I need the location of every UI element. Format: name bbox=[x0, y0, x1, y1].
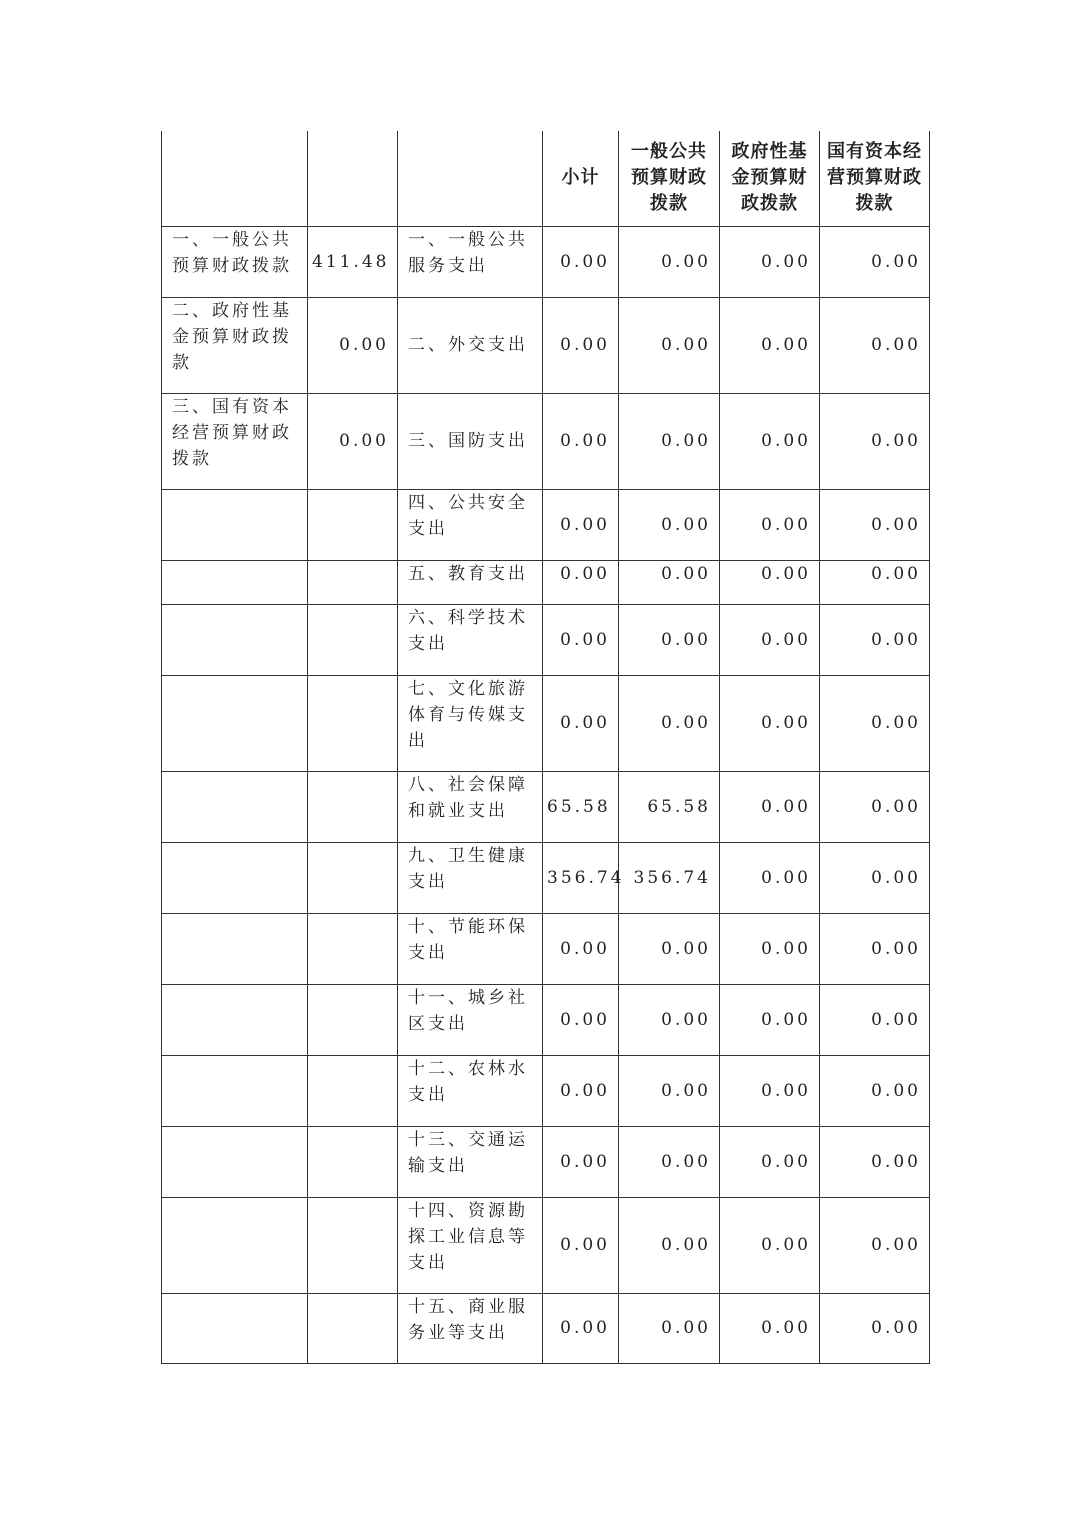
table-row bbox=[162, 1197, 930, 1293]
table-row bbox=[162, 393, 930, 489]
general-cell: 0.00 bbox=[619, 1126, 720, 1197]
income-amount bbox=[308, 771, 398, 842]
fund-cell: 0.00 bbox=[720, 1197, 820, 1293]
expense-label: 十三、交通运输支出 bbox=[398, 1126, 543, 1197]
income-label: 二、政府性基金预算财政拨款 bbox=[162, 297, 308, 393]
fund-cell: 0.00 bbox=[720, 675, 820, 771]
table-row bbox=[162, 226, 930, 297]
income-label bbox=[162, 675, 308, 771]
subtotal-cell: 0.00 bbox=[543, 560, 619, 604]
income-amount bbox=[308, 984, 398, 1055]
fund-cell: 0.00 bbox=[720, 913, 820, 984]
table-row bbox=[162, 984, 930, 1055]
expense-label: 一、一般公共服务支出 bbox=[398, 226, 543, 297]
subtotal-cell: 0.00 bbox=[543, 1293, 619, 1363]
income-amount bbox=[308, 1197, 398, 1293]
subtotal-cell: 0.00 bbox=[543, 675, 619, 771]
general-cell: 0.00 bbox=[619, 913, 720, 984]
header-blank-income-label bbox=[162, 131, 308, 226]
fund-cell: 0.00 bbox=[720, 604, 820, 675]
table-row bbox=[162, 675, 930, 771]
general-cell: 0.00 bbox=[619, 984, 720, 1055]
expense-label: 七、文化旅游体育与传媒支出 bbox=[398, 675, 543, 771]
subtotal-cell: 0.00 bbox=[543, 1055, 619, 1126]
income-label bbox=[162, 913, 308, 984]
expense-label: 十五、商业服务业等支出 bbox=[398, 1293, 543, 1363]
capital-cell: 0.00 bbox=[820, 1197, 930, 1293]
fund-cell: 0.00 bbox=[720, 1293, 820, 1363]
header-subtotal: 小计 bbox=[543, 131, 619, 226]
fund-cell: 0.00 bbox=[720, 984, 820, 1055]
capital-cell: 0.00 bbox=[820, 913, 930, 984]
subtotal-cell: 0.00 bbox=[543, 1197, 619, 1293]
table-row bbox=[162, 297, 930, 393]
subtotal-cell: 356.74 bbox=[543, 842, 619, 913]
capital-cell: 0.00 bbox=[820, 771, 930, 842]
income-label bbox=[162, 771, 308, 842]
income-label bbox=[162, 1055, 308, 1126]
budget-table bbox=[161, 131, 930, 1364]
income-amount bbox=[308, 842, 398, 913]
general-cell: 0.00 bbox=[619, 560, 720, 604]
capital-cell: 0.00 bbox=[820, 489, 930, 560]
table-row bbox=[162, 489, 930, 560]
fund-cell: 0.00 bbox=[720, 842, 820, 913]
income-label bbox=[162, 560, 308, 604]
table-row bbox=[162, 1055, 930, 1126]
income-label bbox=[162, 842, 308, 913]
table-row bbox=[162, 771, 930, 842]
capital-cell: 0.00 bbox=[820, 1126, 930, 1197]
header-state-capital: 国有资本经营预算财政拨款 bbox=[820, 131, 930, 226]
income-amount: 0.00 bbox=[308, 393, 398, 489]
expense-label: 九、卫生健康支出 bbox=[398, 842, 543, 913]
income-amount bbox=[308, 1293, 398, 1363]
subtotal-cell: 0.00 bbox=[543, 489, 619, 560]
table-header-row bbox=[162, 131, 930, 226]
income-amount bbox=[308, 489, 398, 560]
expense-label: 二、外交支出 bbox=[398, 297, 543, 393]
general-cell: 356.74 bbox=[619, 842, 720, 913]
income-amount bbox=[308, 560, 398, 604]
general-cell: 65.58 bbox=[619, 771, 720, 842]
table-row bbox=[162, 842, 930, 913]
capital-cell: 0.00 bbox=[820, 842, 930, 913]
income-label bbox=[162, 604, 308, 675]
table-row bbox=[162, 604, 930, 675]
income-label bbox=[162, 1293, 308, 1363]
fund-cell: 0.00 bbox=[720, 771, 820, 842]
fund-cell: 0.00 bbox=[720, 489, 820, 560]
table-row bbox=[162, 1126, 930, 1197]
fund-cell: 0.00 bbox=[720, 226, 820, 297]
capital-cell: 0.00 bbox=[820, 393, 930, 489]
income-label bbox=[162, 1126, 308, 1197]
income-amount: 0.00 bbox=[308, 297, 398, 393]
subtotal-cell: 0.00 bbox=[543, 393, 619, 489]
income-label: 三、国有资本经营预算财政拨款 bbox=[162, 393, 308, 489]
income-amount bbox=[308, 675, 398, 771]
income-amount bbox=[308, 1055, 398, 1126]
header-blank-income-amount bbox=[308, 131, 398, 226]
table-row bbox=[162, 1293, 930, 1363]
income-label bbox=[162, 984, 308, 1055]
capital-cell: 0.00 bbox=[820, 1293, 930, 1363]
table-row bbox=[162, 560, 930, 604]
income-label bbox=[162, 489, 308, 560]
general-cell: 0.00 bbox=[619, 604, 720, 675]
income-amount bbox=[308, 1126, 398, 1197]
general-cell: 0.00 bbox=[619, 393, 720, 489]
expense-label: 十一、城乡社区支出 bbox=[398, 984, 543, 1055]
expense-label: 六、科学技术支出 bbox=[398, 604, 543, 675]
capital-cell: 0.00 bbox=[820, 226, 930, 297]
subtotal-cell: 0.00 bbox=[543, 226, 619, 297]
subtotal-cell: 0.00 bbox=[543, 604, 619, 675]
header-gov-fund: 政府性基金预算财政拨款 bbox=[720, 131, 820, 226]
income-amount bbox=[308, 913, 398, 984]
header-blank-expense-label bbox=[398, 131, 543, 226]
general-cell: 0.00 bbox=[619, 1055, 720, 1126]
header-general-public: 一般公共预算财政拨款 bbox=[619, 131, 720, 226]
subtotal-cell: 0.00 bbox=[543, 984, 619, 1055]
subtotal-cell: 0.00 bbox=[543, 1126, 619, 1197]
capital-cell: 0.00 bbox=[820, 604, 930, 675]
general-cell: 0.00 bbox=[619, 226, 720, 297]
table-row bbox=[162, 913, 930, 984]
fund-cell: 0.00 bbox=[720, 297, 820, 393]
expense-label: 三、国防支出 bbox=[398, 393, 543, 489]
fund-cell: 0.00 bbox=[720, 1126, 820, 1197]
capital-cell: 0.00 bbox=[820, 984, 930, 1055]
income-amount bbox=[308, 604, 398, 675]
general-cell: 0.00 bbox=[619, 297, 720, 393]
subtotal-cell: 0.00 bbox=[543, 297, 619, 393]
subtotal-cell: 0.00 bbox=[543, 913, 619, 984]
expense-label: 十、节能环保支出 bbox=[398, 913, 543, 984]
capital-cell: 0.00 bbox=[820, 297, 930, 393]
expense-label: 八、社会保障和就业支出 bbox=[398, 771, 543, 842]
capital-cell: 0.00 bbox=[820, 675, 930, 771]
expense-label: 十二、农林水支出 bbox=[398, 1055, 543, 1126]
expense-label: 十四、资源勘探工业信息等支出 bbox=[398, 1197, 543, 1293]
capital-cell: 0.00 bbox=[820, 1055, 930, 1126]
subtotal-cell: 65.58 bbox=[543, 771, 619, 842]
income-label bbox=[162, 1197, 308, 1293]
capital-cell: 0.00 bbox=[820, 560, 930, 604]
general-cell: 0.00 bbox=[619, 1293, 720, 1363]
fund-cell: 0.00 bbox=[720, 560, 820, 604]
expense-label: 四、公共安全支出 bbox=[398, 489, 543, 560]
expense-label: 五、教育支出 bbox=[398, 560, 543, 604]
fund-cell: 0.00 bbox=[720, 393, 820, 489]
general-cell: 0.00 bbox=[619, 1197, 720, 1293]
general-cell: 0.00 bbox=[619, 489, 720, 560]
income-label: 一、一般公共预算财政拨款 bbox=[162, 226, 308, 297]
fund-cell: 0.00 bbox=[720, 1055, 820, 1126]
income-amount: 411.48 bbox=[308, 226, 398, 297]
general-cell: 0.00 bbox=[619, 675, 720, 771]
